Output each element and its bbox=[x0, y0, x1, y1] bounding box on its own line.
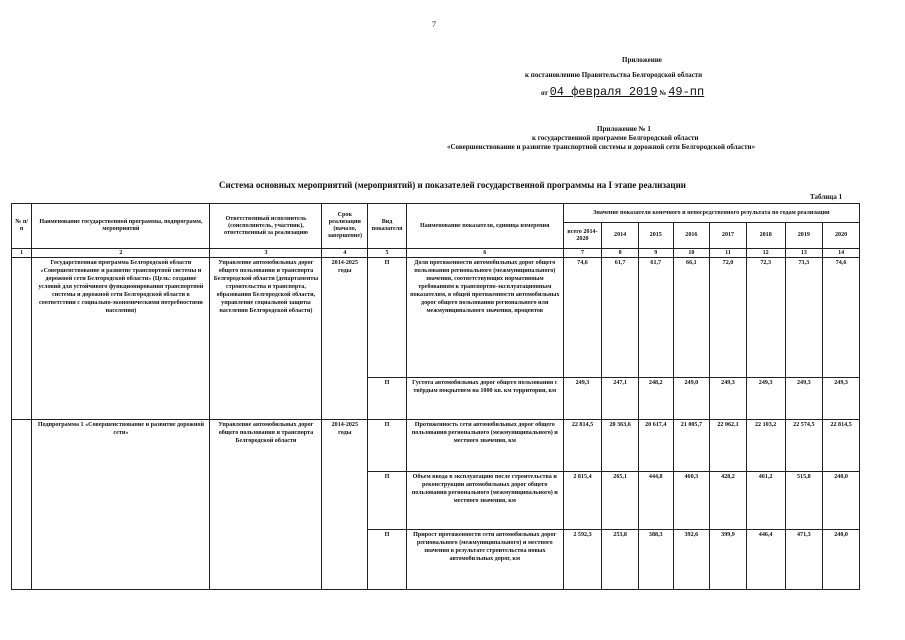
indicator-name-cell: Доля протяженности автомобильных дорог общего пользования регионального (межмуниципального) значения, соответствующих нормативным требованиям к транспортно-эксплуатационным показателям, в общей протяженности автомобильных дорог общего пользования регионального или межмуниципального значения, процентов bbox=[406, 258, 563, 378]
col-header-year: 2017 bbox=[710, 223, 747, 249]
value-cell: 61,7 bbox=[638, 258, 673, 378]
col-header-executor: Ответственный исполнитель (соисполнитель, участник), ответственный за реализацию bbox=[210, 204, 322, 249]
indicator-name-cell: Прирост протяженности сети автомобильных дорог регионального (межмуниципального) и местного значения в результате строительства новых автомобильных дорог, км bbox=[406, 530, 563, 590]
value-cell: 22 574,5 bbox=[785, 420, 823, 472]
value-cell: 471,3 bbox=[785, 530, 823, 590]
col-header-type: Вид показателя bbox=[368, 204, 407, 249]
column-number: 4 bbox=[322, 249, 368, 258]
subprogram-name-cell: Подпрограмма 1 «Совершенствование и развитие дорожной сети» bbox=[32, 420, 210, 590]
appendix1-label: Приложение № 1 bbox=[597, 125, 651, 133]
value-cell: 428,2 bbox=[710, 472, 747, 530]
column-number: 1 bbox=[12, 249, 32, 258]
appendix1-program-name: «Совершенствование и развитие транспортной системы и дорожной сети Белгородской области» bbox=[447, 143, 756, 151]
column-number: 6 bbox=[406, 249, 563, 258]
col-header-indicator: Наименование показателя, единица измерения bbox=[406, 204, 563, 249]
col-header-year: 2014 bbox=[602, 223, 639, 249]
column-number: 13 bbox=[785, 249, 823, 258]
value-cell: 2 592,3 bbox=[563, 530, 602, 590]
page-number: 7 bbox=[432, 20, 436, 29]
document-title: Система основных мероприятий (мероприятий) и показателей государственной программы на I этапе реализации bbox=[218, 180, 686, 190]
col-header-num: № п/п bbox=[12, 204, 32, 249]
indicator-type-cell: П bbox=[368, 530, 407, 590]
value-cell: 249,3 bbox=[823, 378, 860, 420]
term-cell: 2014-2025 годы bbox=[322, 420, 368, 590]
executor-cell: Управление автомобильных дорог общего пользования и транспорта Белгородской области (департаменты строительства и транспорта, образования Белгородской области, управление социальной защиты населения Белгородской области) bbox=[210, 258, 322, 420]
col-header-total: всего 2014-2020 bbox=[563, 223, 602, 249]
column-number: 14 bbox=[823, 249, 860, 258]
value-cell: 444,8 bbox=[638, 472, 673, 530]
col-header-year: 2016 bbox=[673, 223, 710, 249]
value-cell: 247,1 bbox=[602, 378, 639, 420]
column-number: 3 bbox=[210, 249, 322, 258]
column-number: 9 bbox=[638, 249, 673, 258]
column-number: 12 bbox=[746, 249, 785, 258]
value-cell: 446,4 bbox=[746, 530, 785, 590]
value-cell: 249,3 bbox=[563, 378, 602, 420]
value-cell: 22 103,2 bbox=[746, 420, 785, 472]
value-cell: 20 617,4 bbox=[638, 420, 673, 472]
value-cell: 72,0 bbox=[710, 258, 747, 378]
from-label: от bbox=[541, 89, 548, 97]
header-row-1 bbox=[12, 204, 860, 223]
col-header-name: Наименование государственной программы, подпрограмм, мероприятий bbox=[32, 204, 210, 249]
value-cell: 461,2 bbox=[746, 472, 785, 530]
col-header-values-group: Значение показателя конечного и непосредственного результата по годам реализации bbox=[563, 204, 859, 223]
row-number-cell bbox=[12, 420, 32, 590]
value-cell: 240,0 bbox=[823, 472, 860, 530]
value-cell: 392,6 bbox=[673, 530, 710, 590]
appendix1-program-ref: к государственной программе Белгородской области bbox=[532, 134, 699, 142]
decree-date-line bbox=[541, 85, 704, 99]
value-cell: 249,3 bbox=[785, 378, 823, 420]
indicator-type-cell: П bbox=[368, 472, 407, 530]
value-cell: 2 815,4 bbox=[563, 472, 602, 530]
indicator-name-cell: Протяженность сети автомобильных дорог общего пользования регионального (межмуниципального) и местного значения, км bbox=[406, 420, 563, 472]
value-cell: 22 814,5 bbox=[823, 420, 860, 472]
number-label: № bbox=[659, 89, 667, 97]
column-number: 8 bbox=[602, 249, 639, 258]
handwritten-date: 04 февраля 2019 bbox=[549, 85, 658, 99]
col-header-year: 2015 bbox=[638, 223, 673, 249]
value-cell: 249,3 bbox=[710, 378, 747, 420]
column-number: 2 bbox=[32, 249, 210, 258]
row-number-cell bbox=[12, 258, 32, 420]
appendix-label: Приложение bbox=[622, 56, 662, 64]
value-cell: 460,3 bbox=[673, 472, 710, 530]
value-cell: 240,0 bbox=[823, 530, 860, 590]
table-label: Таблица 1 bbox=[810, 193, 843, 201]
executor-cell: Управление автомобильных дорог общего пользования и транспорта Белгородской области bbox=[210, 420, 322, 590]
value-cell: 61,7 bbox=[602, 258, 639, 378]
table-row bbox=[12, 420, 860, 472]
value-cell: 249,0 bbox=[673, 378, 710, 420]
value-cell: 248,2 bbox=[638, 378, 673, 420]
table-row bbox=[12, 258, 860, 378]
value-cell: 253,8 bbox=[602, 530, 639, 590]
value-cell: 22 814,5 bbox=[563, 420, 602, 472]
column-number: 5 bbox=[368, 249, 407, 258]
value-cell: 72,3 bbox=[746, 258, 785, 378]
indicator-name-cell: Густота автомобильных дорог общего пользования с твёрдым покрытием на 1000 кв. км территории, км bbox=[406, 378, 563, 420]
column-number-row bbox=[12, 249, 860, 258]
value-cell: 21 005,7 bbox=[673, 420, 710, 472]
value-cell: 20 363,6 bbox=[602, 420, 639, 472]
value-cell: 74,6 bbox=[563, 258, 602, 378]
value-cell: 388,3 bbox=[638, 530, 673, 590]
value-cell: 399,9 bbox=[710, 530, 747, 590]
column-number: 7 bbox=[563, 249, 602, 258]
term-cell: 2014-2025 годы bbox=[322, 258, 368, 420]
col-header-year: 2018 bbox=[746, 223, 785, 249]
col-header-term: Срок реализации (начало, завершение) bbox=[322, 204, 368, 249]
value-cell: 22 062,1 bbox=[710, 420, 747, 472]
indicator-type-cell: П bbox=[368, 378, 407, 420]
program-name-cell: Государственная программа Белгородской области «Совершенствование и развитие транспортной системы и дорожной сети Белгородской области» (Цель: создание условий для устойчивого функционирования транспортной системы и дорожной сети Белгородской области в соответствии с социально-экономическими потребностями населения) bbox=[32, 258, 210, 420]
value-cell: 66,1 bbox=[673, 258, 710, 378]
decree-reference: к постановлению Правительства Белгородской области bbox=[525, 71, 703, 79]
handwritten-number: 49-пп bbox=[668, 85, 705, 99]
indicator-type-cell: П bbox=[368, 420, 407, 472]
value-cell: 515,8 bbox=[785, 472, 823, 530]
indicator-type-cell: П bbox=[368, 258, 407, 378]
col-header-year: 2019 bbox=[785, 223, 823, 249]
value-cell: 249,3 bbox=[746, 378, 785, 420]
indicator-name-cell: Объем ввода в эксплуатацию после строительства и реконструкции автомобильных дорог общего пользования регионального (межмуниципального) и местного значения, км bbox=[406, 472, 563, 530]
value-cell: 265,1 bbox=[602, 472, 639, 530]
indicators-table bbox=[11, 203, 860, 590]
value-cell: 73,3 bbox=[785, 258, 823, 378]
value-cell: 74,6 bbox=[823, 258, 860, 378]
column-number: 11 bbox=[710, 249, 747, 258]
col-header-year: 2020 bbox=[823, 223, 860, 249]
column-number: 10 bbox=[673, 249, 710, 258]
